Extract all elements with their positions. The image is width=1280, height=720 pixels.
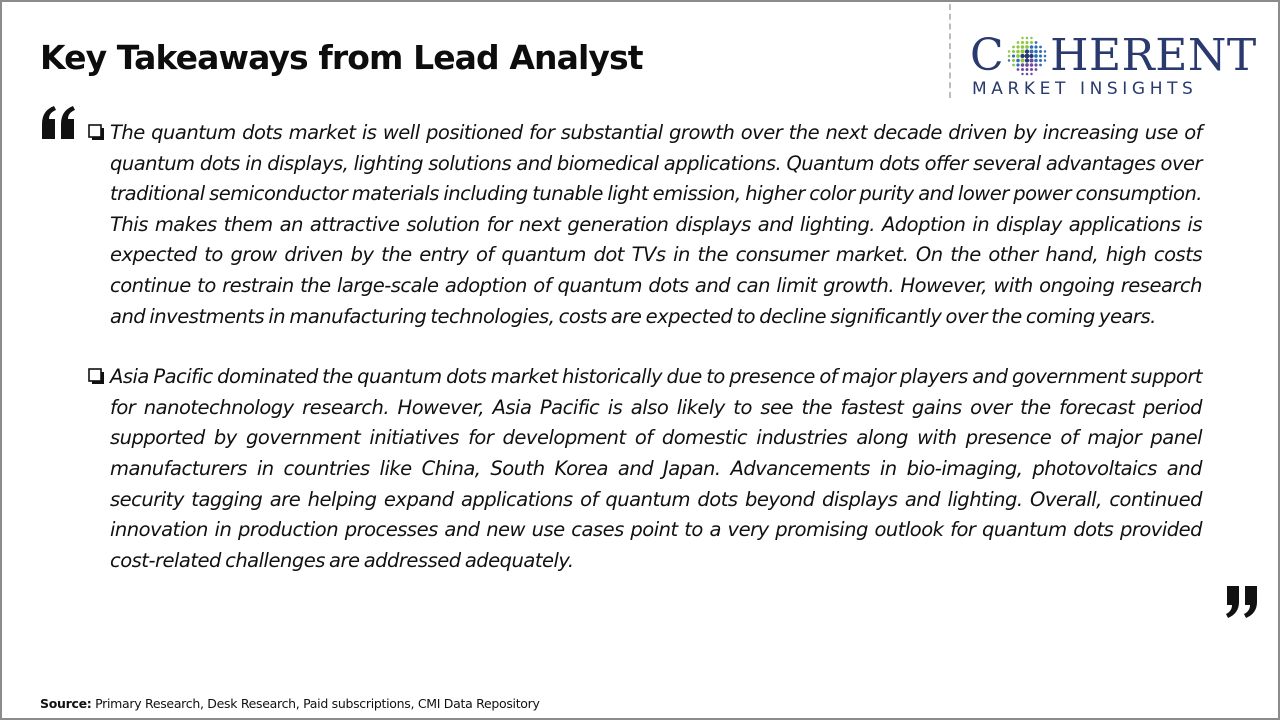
globe-dot — [1025, 49, 1029, 53]
logo-wordmark — [970, 32, 1262, 80]
source-label: Source: — [40, 696, 92, 711]
globe-dot — [1035, 68, 1038, 71]
globe-dot — [1030, 54, 1034, 58]
globe-dot — [1008, 59, 1010, 61]
close-quote-icon — [1225, 586, 1261, 618]
takeaways-list — [88, 118, 1202, 606]
open-quote-icon — [40, 106, 78, 140]
source-note — [40, 696, 540, 711]
globe-dot — [1021, 73, 1023, 75]
globe-dot — [1035, 63, 1038, 66]
globe-dot — [1021, 41, 1024, 44]
globe-dot — [1039, 59, 1042, 62]
globe-dot — [1008, 55, 1011, 58]
globe-dot — [1017, 41, 1020, 44]
globe-dot — [1026, 37, 1029, 40]
checkbox-bullet-icon — [88, 368, 105, 385]
globe-dot — [1017, 45, 1020, 48]
globe-dot — [1030, 50, 1034, 54]
logo-word-suffix: HERENT — [1050, 30, 1257, 81]
globe-dot — [1026, 73, 1029, 76]
globe-dot — [1012, 64, 1015, 67]
globe-dot — [1030, 68, 1033, 71]
globe-dot — [1025, 58, 1029, 62]
dotted-globe-icon — [1006, 35, 1048, 77]
globe-dot — [1034, 54, 1038, 58]
globe-dot — [1025, 63, 1029, 67]
globe-dot — [1026, 41, 1029, 44]
globe-dot — [1017, 68, 1020, 71]
globe-dot — [1044, 55, 1047, 58]
globe-dot — [1030, 45, 1034, 49]
globe-dot — [1021, 45, 1025, 49]
globe-dot — [1017, 63, 1020, 66]
source-text: Primary Research, Desk Research, Paid subscriptions, CMI Data Repository — [91, 696, 540, 711]
globe-dot — [1025, 54, 1030, 59]
company-logo — [970, 32, 1262, 100]
takeaway-text: Asia Pacific dominated the quantum dots market historically due to presence of major players and government support for nanotechnology research. However, Asia Pacific is also likely to see the fastest gains over the forecast period supported by government initiatives for development of domestic industries along with presence of major panel manufacturers in countries like China, South Korea and Japan. Advancements in bio-imaging, photovoltaics and security tagging are helping expand applications of quantum dots beyond displays and lighting. Overall, continued innovation in production processes and new use cases point to a very promising outlook for quantum dots provided cost-related challenges are addressed adequately. — [110, 365, 1202, 572]
globe-dot — [1030, 59, 1034, 63]
takeaway-text: The quantum dots market is well positioned for substantial growth over the next decade driven by increasing use of quantum dots in displays, lighting solutions and biomedical applications. Quantum dots offer several advantages over traditional semiconductor materials including tunable light emission, higher color purity and lower power consumption. This makes them an attractive solution for next generation displays and lighting. Adoption in display applications is expected to grow driven by the entry of quantum dot TVs in the consumer market. On the other hand, high costs continue to restrain the large-scale adoption of quantum dots and can limit growth. However, with ongoing research and investments in manufacturing technologies, costs are expected to decline significantly over the coming years. — [110, 121, 1202, 328]
globe-dot — [1021, 54, 1025, 58]
globe-dot — [1039, 54, 1042, 57]
globe-dot — [1021, 37, 1023, 39]
globe-dot — [1039, 64, 1042, 67]
globe-dot — [1025, 45, 1029, 49]
globe-dot — [1021, 50, 1025, 54]
globe-dot — [1039, 46, 1042, 49]
globe-dot — [1016, 59, 1020, 63]
globe-dot — [1012, 59, 1015, 62]
globe-dot — [1030, 37, 1032, 39]
page-title: Key Takeaways from Lead Analyst — [40, 38, 643, 77]
checkbox-bullet-icon — [88, 124, 105, 141]
globe-dot — [1030, 63, 1034, 67]
takeaway-item — [88, 118, 1202, 332]
globe-dot — [1016, 54, 1020, 58]
globe-dot — [1030, 73, 1032, 75]
globe-dot — [1012, 46, 1015, 49]
globe-dot — [1044, 59, 1046, 61]
globe-dot — [1021, 59, 1025, 63]
globe-dot — [1012, 50, 1015, 53]
globe-dot — [1035, 41, 1038, 44]
globe-dot — [1016, 50, 1020, 54]
globe-dot — [1012, 54, 1015, 57]
globe-dot — [1021, 68, 1024, 71]
logo-word-prefix: C — [970, 30, 1005, 81]
globe-dot — [1034, 59, 1038, 63]
globe-dot — [1026, 68, 1029, 71]
globe-dot — [1021, 63, 1025, 67]
takeaway-item — [88, 362, 1202, 576]
globe-dot — [1035, 45, 1038, 48]
globe-dot — [1034, 50, 1038, 54]
logo-tagline: MARKET INSIGHTS — [972, 79, 1198, 99]
globe-dot — [1039, 50, 1042, 53]
globe-dot — [1030, 41, 1033, 44]
globe-dot — [1044, 50, 1046, 52]
globe-dot — [1008, 50, 1010, 52]
header-divider — [949, 4, 951, 98]
